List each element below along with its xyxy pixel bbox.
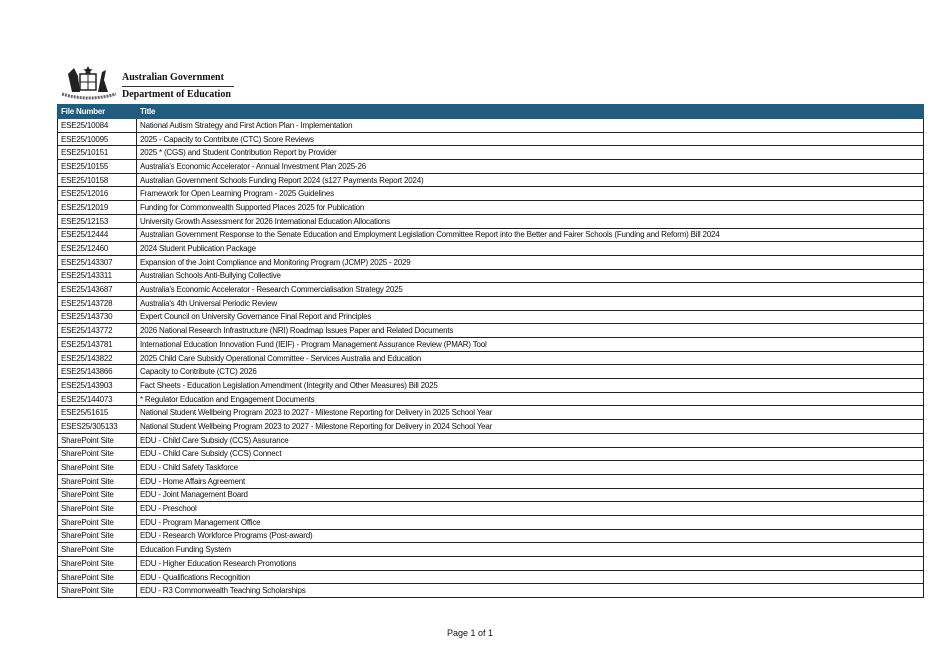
file-number-cell: SharePoint Site: [58, 502, 137, 516]
table-row: [58, 461, 924, 475]
file-number-cell: ESE25/51615: [58, 406, 137, 420]
file-number-cell: SharePoint Site: [58, 529, 137, 543]
file-number-cell: SharePoint Site: [58, 488, 137, 502]
title-cell: 2025 - Capacity to Contribute (CTC) Score Reviews: [137, 132, 924, 146]
title-cell: EDU - Home Affairs Agreement: [137, 474, 924, 488]
table-row: [58, 433, 924, 447]
table-row: [58, 392, 924, 406]
column-header-title: Title: [137, 105, 924, 119]
title-cell: EDU - Program Management Office: [137, 515, 924, 529]
table-row: [58, 515, 924, 529]
table-row: [58, 543, 924, 557]
title-cell: Australian Schools Anti-Bullying Collective: [137, 269, 924, 283]
table-row: [58, 242, 924, 256]
title-cell: University Growth Assessment for 2026 International Education Allocations: [137, 214, 924, 228]
file-number-cell: SharePoint Site: [58, 515, 137, 529]
file-number-cell: ESE25/10095: [58, 132, 137, 146]
title-cell: EDU - Preschool: [137, 502, 924, 516]
table-row: [58, 201, 924, 215]
table-row: [58, 474, 924, 488]
title-cell: Expansion of the Joint Compliance and Monitoring Program (JCMP) 2025 - 2029: [137, 255, 924, 269]
title-cell: National Student Wellbeing Program 2023 to 2027 - Milestone Reporting for Delivery in 2025 School Year: [137, 406, 924, 420]
table-row: [58, 296, 924, 310]
file-number-cell: SharePoint Site: [58, 474, 137, 488]
table-row: [58, 447, 924, 461]
file-number-cell: ESE25/143822: [58, 351, 137, 365]
table-row: [58, 255, 924, 269]
file-number-cell: ESE25/143728: [58, 296, 137, 310]
file-number-cell: ESE25/143903: [58, 379, 137, 393]
title-cell: * Regulator Education and Engagement Documents: [137, 392, 924, 406]
table-row: [58, 283, 924, 297]
file-number-cell: ESE25/143772: [58, 324, 137, 338]
title-cell: 2025 * (CGS) and Student Contribution Report by Provider: [137, 146, 924, 160]
file-number-cell: SharePoint Site: [58, 584, 137, 598]
org-name: Australian Government: [122, 72, 224, 83]
table-row: [58, 338, 924, 352]
table-row: [58, 420, 924, 434]
title-cell: EDU - Higher Education Research Promotions: [137, 557, 924, 571]
file-number-cell: SharePoint Site: [58, 433, 137, 447]
file-table: [57, 104, 924, 598]
title-cell: 2025 Child Care Subsidy Operational Committee - Services Australia and Education: [137, 351, 924, 365]
table-row: [58, 351, 924, 365]
title-cell: EDU - Qualifications Recognition: [137, 570, 924, 584]
title-cell: Australia's 4th Universal Periodic Review: [137, 296, 924, 310]
file-number-cell: ESE25/10084: [58, 119, 137, 133]
title-cell: Australia's Economic Accelerator - Research Commercialisation Strategy 2025: [137, 283, 924, 297]
title-cell: Fact Sheets - Education Legislation Amendment (Integrity and Other Measures) Bill 2025: [137, 379, 924, 393]
title-cell: Education Funding System: [137, 543, 924, 557]
title-cell: Australia's Economic Accelerator - Annual Investment Plan 2025-26: [137, 160, 924, 174]
file-number-cell: ESE25/143781: [58, 338, 137, 352]
table-row: [58, 214, 924, 228]
column-header-file-number: File Number: [58, 105, 137, 119]
page-number: Page 1 of 1: [446, 628, 494, 638]
file-number-cell: ESE25/12444: [58, 228, 137, 242]
file-number-cell: SharePoint Site: [58, 543, 137, 557]
table-row: [58, 160, 924, 174]
table-row: [58, 173, 924, 187]
file-number-cell: ESE25/143307: [58, 255, 137, 269]
title-cell: National Student Wellbeing Program 2023 to 2027 - Milestone Reporting for Delivery in 2024 School Year: [137, 420, 924, 434]
title-cell: 2024 Student Publication Package: [137, 242, 924, 256]
title-cell: National Autism Strategy and First Action Plan - Implementation: [137, 119, 924, 133]
file-number-cell: ESES25/305133: [58, 420, 137, 434]
title-cell: EDU - Child Care Subsidy (CCS) Connect: [137, 447, 924, 461]
table-row: [58, 132, 924, 146]
table-row: [58, 557, 924, 571]
table-row: [58, 488, 924, 502]
title-cell: 2026 National Research Infrastructure (NRI) Roadmap Issues Paper and Related Documents: [137, 324, 924, 338]
file-number-cell: SharePoint Site: [58, 557, 137, 571]
file-number-cell: SharePoint Site: [58, 461, 137, 475]
title-cell: Capacity to Contribute (CTC) 2026: [137, 365, 924, 379]
table-row: [58, 379, 924, 393]
table-row: [58, 502, 924, 516]
header-divider: [122, 86, 234, 87]
title-cell: Australian Government Schools Funding Report 2024 (s127 Payments Report 2024): [137, 173, 924, 187]
table-row: [58, 324, 924, 338]
title-cell: Framework for Open Learning Program - 2025 Guidelines: [137, 187, 924, 201]
file-number-cell: ESE25/143311: [58, 269, 137, 283]
file-number-cell: SharePoint Site: [58, 570, 137, 584]
table-row: [58, 187, 924, 201]
file-number-cell: ESE25/143866: [58, 365, 137, 379]
table-row: [58, 146, 924, 160]
file-number-cell: ESE25/10158: [58, 173, 137, 187]
title-cell: Funding for Commonwealth Supported Places 2025 for Publication: [137, 201, 924, 215]
department-name: Department of Education: [122, 89, 231, 100]
table-row: [58, 529, 924, 543]
file-number-cell: ESE25/144073: [58, 392, 137, 406]
file-number-cell: ESE25/12460: [58, 242, 137, 256]
file-number-cell: ESE25/143730: [58, 310, 137, 324]
table-header-row: [58, 105, 924, 119]
table-row: [58, 228, 924, 242]
file-number-cell: ESE25/12016: [58, 187, 137, 201]
file-number-cell: ESE25/12153: [58, 214, 137, 228]
coat-of-arms-logo: [58, 62, 120, 102]
title-cell: EDU - Joint Management Board: [137, 488, 924, 502]
table-row: [58, 365, 924, 379]
table-row: [58, 406, 924, 420]
table-row: [58, 119, 924, 133]
title-cell: Australian Government Response to the Senate Education and Employment Legislation Committee Report into the Better and Fairer Schools (Funding and Reform) Bill 2024: [137, 228, 924, 242]
title-cell: EDU - R3 Commonwealth Teaching Scholarships: [137, 584, 924, 598]
title-cell: EDU - Child Care Subsidy (CCS) Assurance: [137, 433, 924, 447]
org-header: [122, 72, 234, 100]
table-row: [58, 310, 924, 324]
title-cell: Expert Council on University Governance Final Report and Principles: [137, 310, 924, 324]
file-number-cell: SharePoint Site: [58, 447, 137, 461]
title-cell: EDU - Child Safety Taskforce: [137, 461, 924, 475]
title-cell: International Education Innovation Fund (IEIF) - Program Management Assurance Review (PMAR) Tool: [137, 338, 924, 352]
file-number-cell: ESE25/10155: [58, 160, 137, 174]
file-number-cell: ESE25/10151: [58, 146, 137, 160]
table-row: [58, 584, 924, 598]
table-row: [58, 269, 924, 283]
file-number-cell: ESE25/12019: [58, 201, 137, 215]
title-cell: EDU - Research Workforce Programs (Post-award): [137, 529, 924, 543]
file-number-cell: ESE25/143687: [58, 283, 137, 297]
table-row: [58, 570, 924, 584]
